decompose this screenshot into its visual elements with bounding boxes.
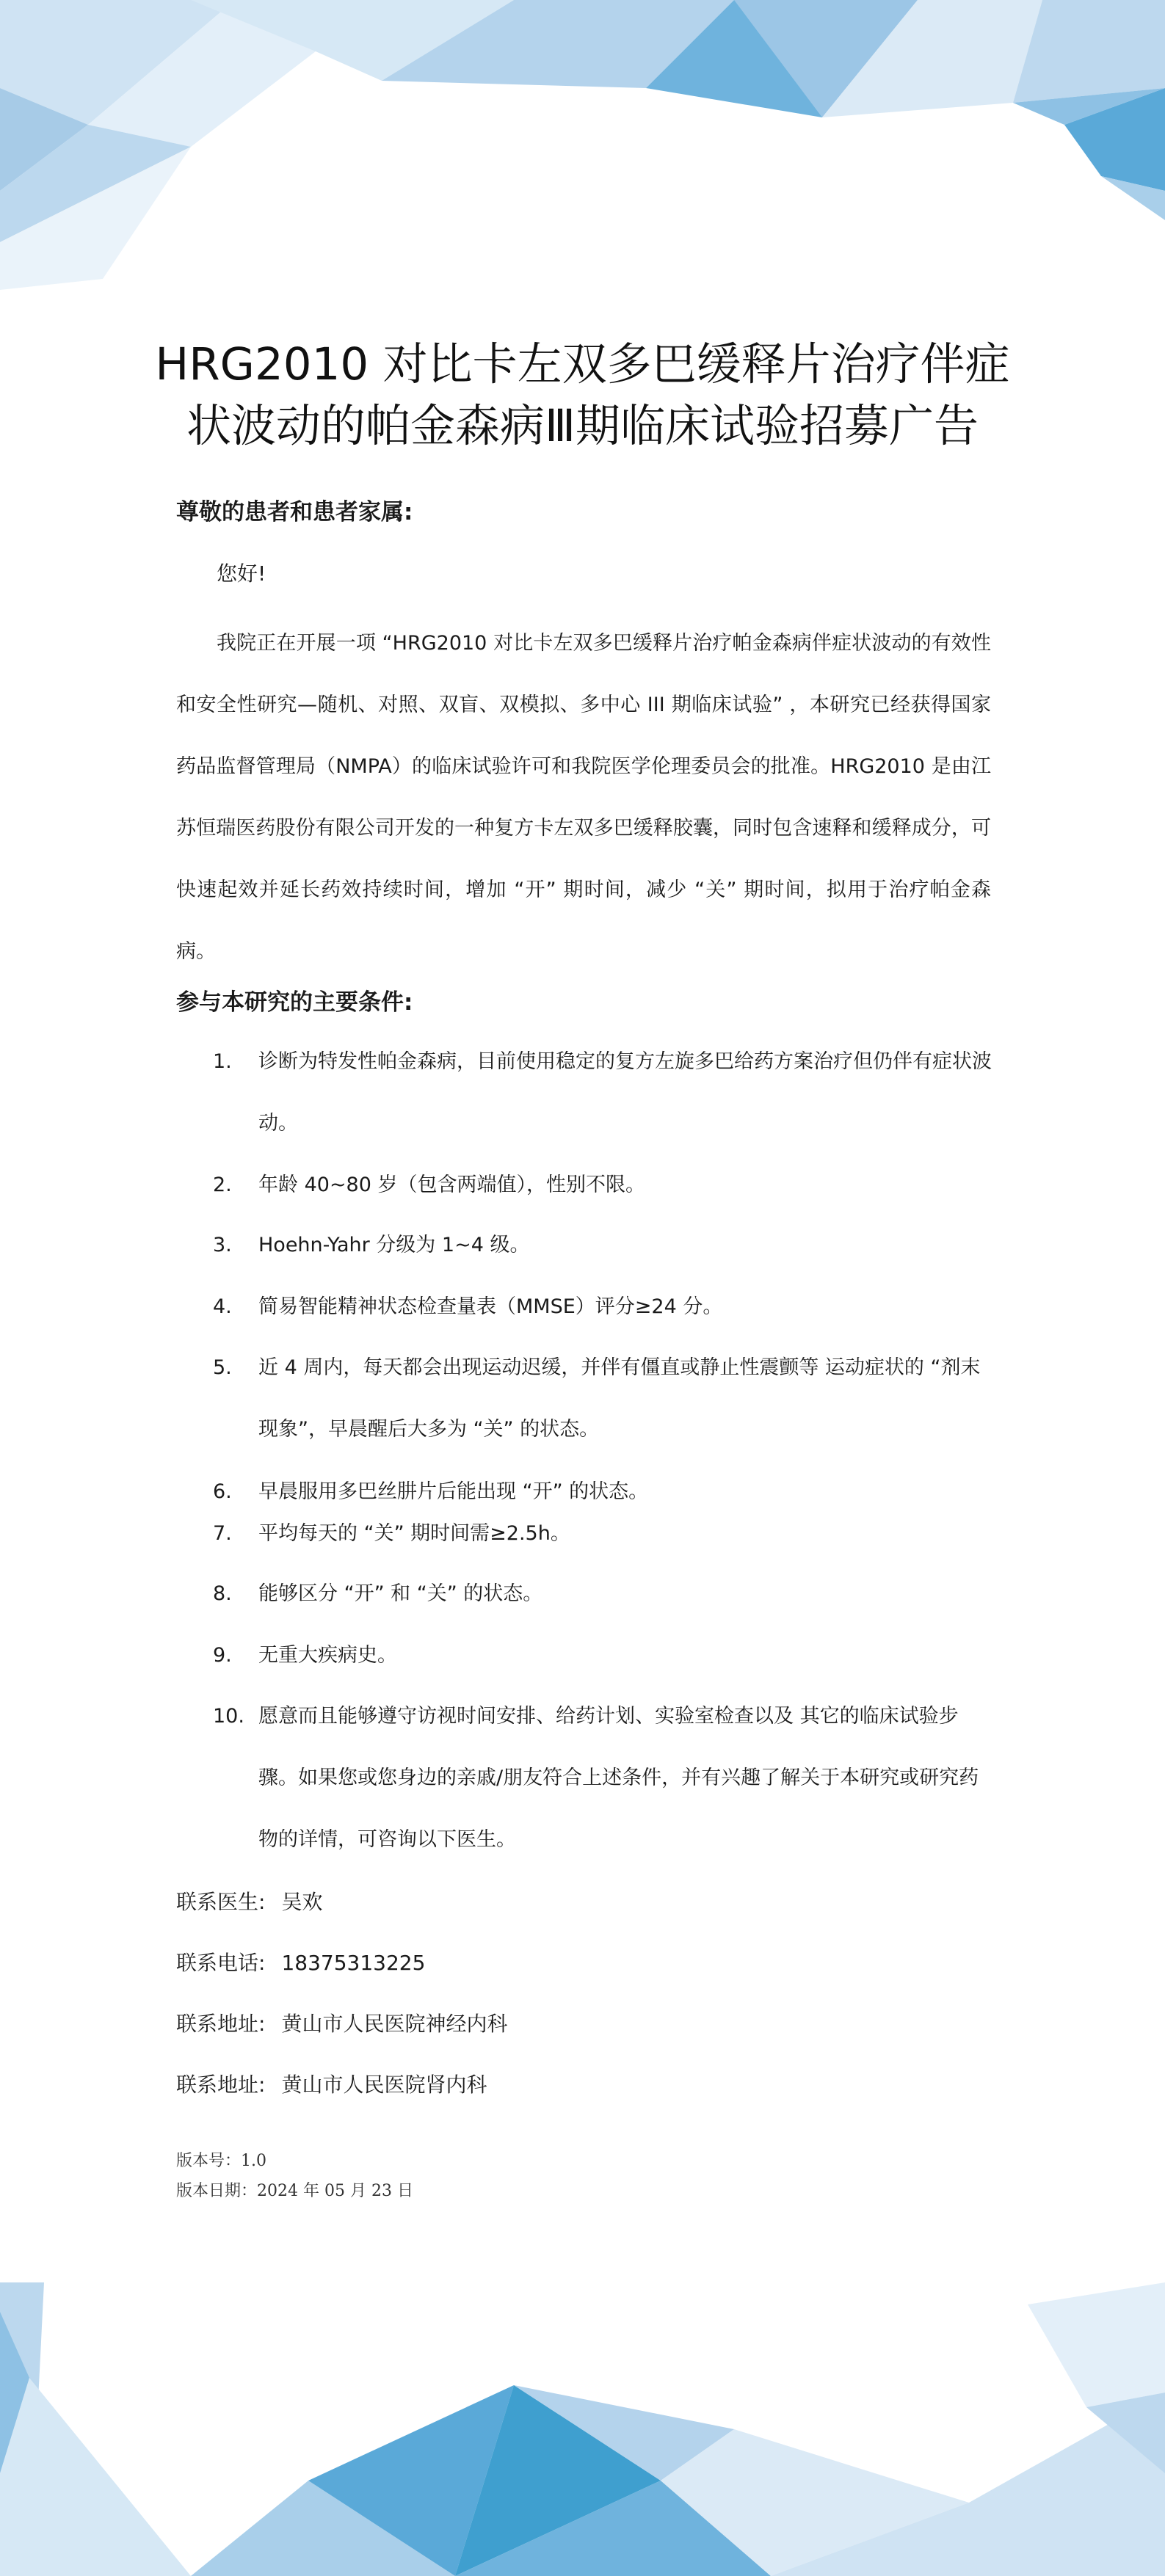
version-date: 版本日期：2024 年 05 月 23 日 [176, 2182, 413, 2200]
condition-text: 近 4 周内，每天都会出现运动迟缓，并伴有僵直或静止性震颤等 运动症状的 “剂末现象”，早晨醒后大多为 “关” 的状态。 [258, 1356, 981, 1441]
contact-label: 联系电话: [176, 1951, 266, 1975]
title-line-1: HRG2010 对比卡左双多巴缓释片治疗伴症 [155, 338, 1010, 390]
contact-value: 黄山市人民医院神经内科 [281, 2012, 508, 2036]
condition-item [213, 1686, 995, 1871]
conditions-heading: 参与本研究的主要条件: [176, 989, 413, 1016]
page-title [0, 334, 1165, 457]
condition-item [213, 1337, 995, 1460]
contact-label: 联系地址: [176, 2012, 266, 2036]
condition-item [213, 1503, 995, 1565]
condition-number: 7. [213, 1522, 232, 1545]
condition-item [213, 1276, 995, 1338]
condition-text: 愿意而且能够遵守访视时间安排、给药计划、实验室检查以及 其它的临床试验步骤。如果您或您身边的亲戚/朋友符合上述条件，并有兴趣了解关于本研究或研究药物的详情，可咨询以下医生。 [258, 1705, 979, 1851]
condition-number: 1. [213, 1050, 232, 1073]
condition-text: 诊断为特发性帕金森病，目前使用稳定的复方左旋多巴给药方案治疗但仍伴有症状波动。 [258, 1050, 992, 1135]
contact-doctor [176, 1886, 322, 1915]
condition-text: 年龄 40~80 岁（包含两端值），性别不限。 [258, 1174, 646, 1196]
condition-item [213, 1625, 995, 1687]
condition-number: 8. [213, 1582, 232, 1605]
contact-value: 黄山市人民医院肾内科 [281, 2073, 487, 2097]
condition-text: 平均每天的 “关” 期时间需≥2.5h。 [258, 1522, 570, 1545]
condition-number: 5. [213, 1356, 232, 1379]
greeting: 您好! [217, 561, 266, 586]
contact-value: 吴欢 [281, 1890, 323, 1914]
condition-item [213, 1031, 995, 1154]
condition-text: 简易智能精神状态检查量表（MMSE）评分≥24 分。 [258, 1295, 723, 1318]
condition-text: 早晨服用多巴丝肼片后能出现 “开” 的状态。 [258, 1480, 649, 1503]
condition-item [213, 1215, 995, 1276]
contact-label: 联系医生: [176, 1890, 266, 1914]
condition-number: 10. [213, 1705, 244, 1728]
condition-number: 2. [213, 1174, 232, 1196]
contact-phone [176, 1947, 425, 1976]
bottom-geometric-decoration [0, 2282, 1165, 2576]
contact-address [176, 2008, 507, 2037]
condition-text: 能够区分 “开” 和 “关” 的状态。 [258, 1582, 543, 1605]
condition-text: Hoehn-Yahr 分级为 1~4 级。 [258, 1234, 530, 1256]
title-line-2: 状波动的帕金森病Ⅲ期临床试验招募广告 [186, 400, 979, 452]
condition-item [213, 1563, 995, 1625]
top-geometric-decoration [0, 0, 1165, 294]
condition-item [213, 1154, 995, 1216]
condition-number: 4. [213, 1295, 232, 1318]
salutation: 尊敬的患者和患者家属: [176, 499, 413, 525]
condition-number: 6. [213, 1480, 232, 1503]
contact-label: 联系地址: [176, 2073, 266, 2097]
condition-text: 无重大疾病史。 [258, 1644, 397, 1667]
version-number: 版本号：1.0 [176, 2152, 266, 2170]
contact-address [176, 2069, 487, 2098]
intro-paragraph: 我院正在开展一项 “HRG2010 对比卡左双多巴缓释片治疗帕金森病伴症状波动的有效性和安全性研究—随机、对照、双盲、双模拟、多中心 III 期临床试验” ，本研究已经获得国家药品监督管理局（NMPA）的临床试验许可和我院医学伦理委员会的批准。HRG2010 是由江苏恒瑞医药股份有限公司开发的一种复方卡左双多巴缓释胶囊，同时包含速释和缓释成分，可快速起效并延长药效持续时间，增加 “开” 期时间，减少 “关” 期时间，拟用于治疗帕金森病。 [176, 632, 991, 963]
condition-number: 3. [213, 1234, 232, 1256]
contact-value: 18375313225 [281, 1951, 426, 1975]
condition-number: 9. [213, 1644, 232, 1667]
